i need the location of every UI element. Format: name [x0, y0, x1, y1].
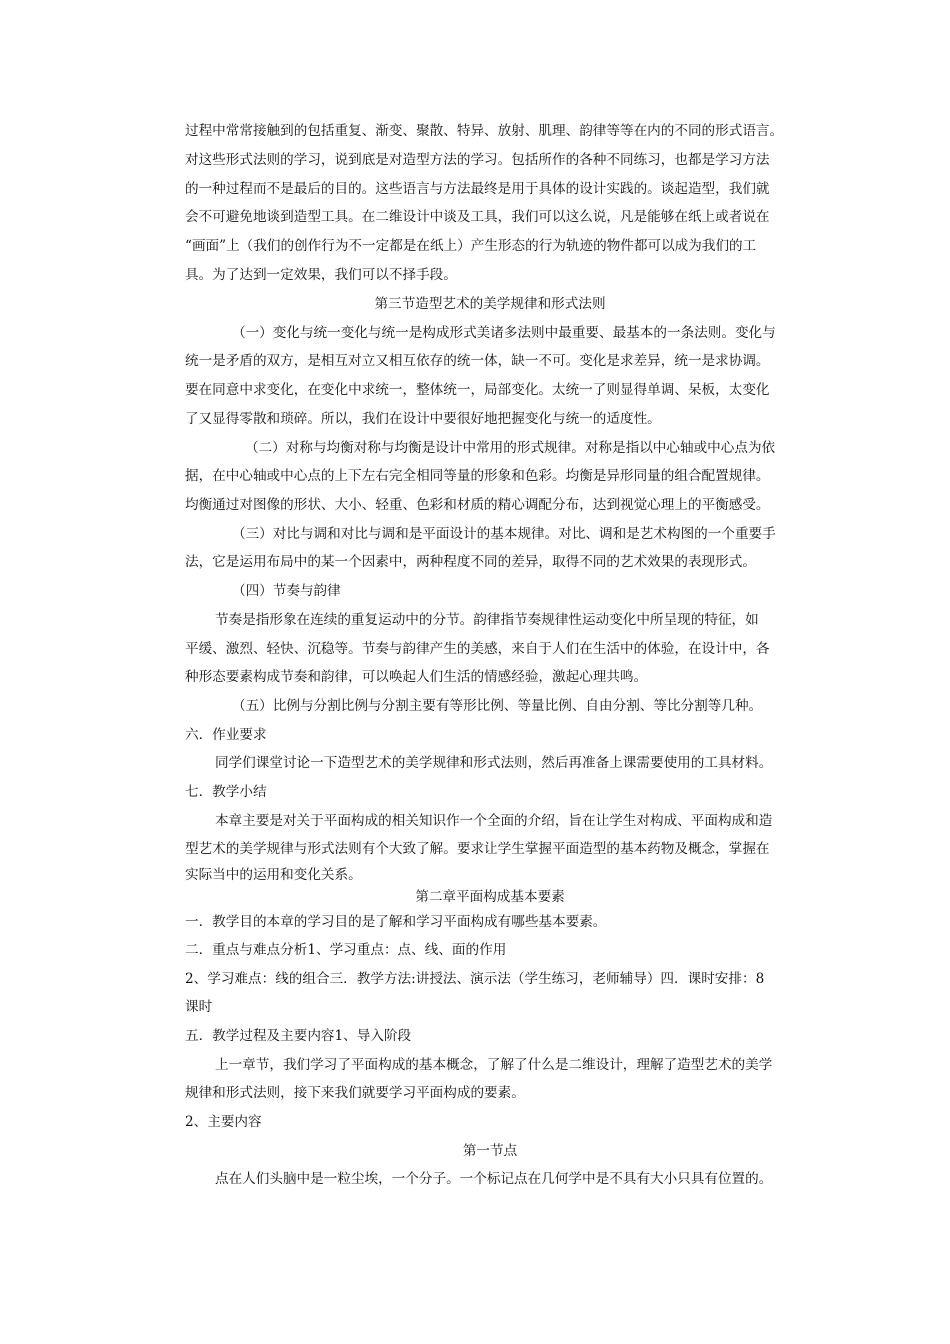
text-line: 一．教学目的本章的学习目的是了解和学习平面构成有哪些基本要素。 [185, 914, 607, 930]
chapter-heading: 第二章平面构成基本要素 [415, 889, 565, 905]
text-line: 二．重点与难点分析1、学习重点：点、线、面的作用 [185, 942, 507, 958]
subsection-heading: 六．作业要求 [185, 727, 267, 743]
text-line: 了又显得零散和琐碎。所以，我们在设计中要很好地把握变化与统一的适度性。 [185, 411, 661, 427]
text-line: 上一章节，我们学习了平面构成的基本概念，了解了什么是二维设计，理解了造型艺术的美学 [215, 1057, 773, 1073]
text-line: 会不可避免地谈到造型工具。在二维设计中谈及工具，我们可以这么说，凡是能够在纸上或者说在 [185, 209, 770, 225]
text-line: 法，它是运用布局中的某一个因素中，两种程度不同的差异，取得不同的艺术效果的表现形式。 [185, 554, 756, 570]
text-line: 本章主要是对关于平面构成的相关知识作一个全面的介绍，旨在让学生对构成、平面构成和造 [215, 813, 773, 829]
text-line: （五）比例与分割比例与分割主要有等形比例、等量比例、自由分割、等比分割等几种。 [232, 698, 763, 714]
text-line: 要在同意中求变化，在变化中求统一，整体统一，局部变化。太统一了则显得单调、呆板，太变化 [185, 382, 770, 398]
text-line: 五．教学过程及主要内容1、导入阶段 [185, 1028, 412, 1044]
text-line: “画面”上（我们的创作行为不一定都是在纸上）产生形态的行为轨迹的物件都可以成为我们的工 [185, 238, 757, 254]
text-line: 规律和形式法则，接下来我们就要学习平面构成的要素。 [185, 1085, 525, 1101]
text-line: 均衡通过对图像的形状、大小、轻重、色彩和材质的精心调配分布，达到视觉心理上的平衡感受。 [185, 497, 770, 513]
text-line: 过程中常常接触到的包括重复、渐变、聚散、特异、放射、肌理、韵律等等在内的不同的形式语言。 [185, 123, 784, 139]
text-line: 的一种过程而不是最后的目的。这些语言与方法最终是用于具体的设计实践的。谈起造型，我们就 [185, 181, 770, 197]
text-line: 同学们课堂讨论一下造型艺术的美学规律和形式法则，然后再准备上课需要使用的工具材料。 [215, 755, 773, 771]
text-line: 2、主要内容 [185, 1114, 262, 1130]
text-line: 节奏是指形象在连续的重复运动中的分节。韵律指节奏规律性运动变化中所呈现的特征，如 [215, 612, 759, 628]
text-line: 课时 [185, 999, 213, 1015]
text-line: 实际当中的运用和变化关系。 [185, 867, 362, 883]
section-heading: 第一节点 [462, 1143, 518, 1159]
subsection-heading: 七．教学小结 [185, 784, 267, 800]
subsection-heading: （四）节奏与韵律 [232, 583, 341, 599]
text-line: 据，在中心轴或中心点的上下左右完全相同等量的形象和色彩。均衡是异形同量的组合配置规律。 [185, 468, 770, 484]
text-line: （三）对比与调和对比与调和是平面设计的基本规律。对比、调和是艺术构图的一个重要手 [232, 526, 776, 542]
text-line: 2、学习难点：线的组合三．教学方法:讲授法、演示法（学生练习，老师辅导）四．课时安排：8 [185, 971, 765, 987]
text-line: 型艺术的美学规律与形式法则有个大致了解。要求让学生掌握平面造型的基本药物及概念，掌握在 [185, 841, 770, 857]
text-line: 点在人们头脑中是一粒尘埃，一个分子。一个标记点在几何学中是不具有大小只具有位置的。 [215, 1171, 773, 1187]
text-line: 具。为了达到一定效果，我们可以不择手段。 [185, 267, 457, 283]
text-line: （一）变化与统一变化与统一是构成形式美诸多法则中最重要、最基本的一条法则。变化与 [232, 325, 776, 341]
text-line: 种形态要素构成节奏和韵律，可以唤起人们生活的情感经验，激起心理共鸣。 [185, 669, 648, 685]
section-heading: 第三节造型艺术的美学规律和形式法则 [374, 296, 606, 312]
text-line: 平缓、激烈、轻快、沉稳等。节奏与韵律产生的美感，来自于人们在生活中的体验，在设计中，各 [185, 641, 770, 657]
text-line: 统一是矛盾的双方，是相互对立又相互依存的统一体，缺一不可。变化是求差异，统一是求协调。 [185, 353, 770, 369]
text-line: （二）对称与均衡对称与均衡是设计中常用的形式规律。对称是指以中心轴或中心点为依 [245, 440, 776, 456]
text-line: 对这些形式法则的学习，说到底是对造型方法的学习。包括所作的各种不同练习，也都是学习方法 [185, 152, 770, 168]
